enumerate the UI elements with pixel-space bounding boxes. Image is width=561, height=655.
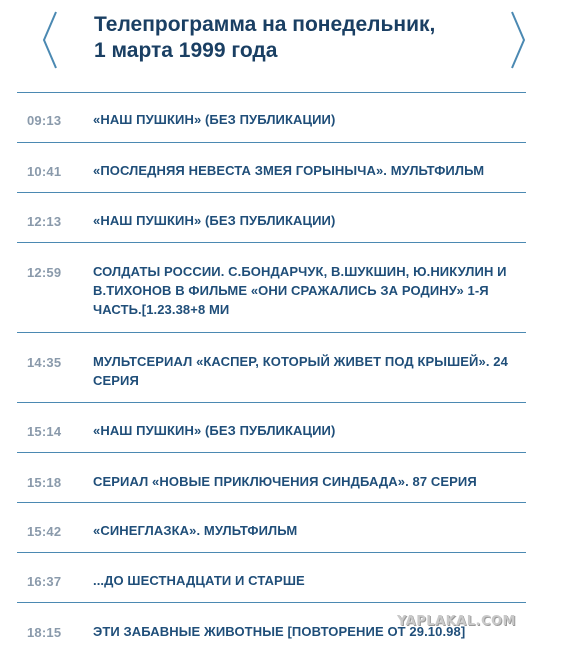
program-time: 10:41	[27, 164, 62, 179]
program-title-link[interactable]: «ПОСЛЕДНЯЯ НЕВЕСТА ЗМЕЯ ГОРЫНЫЧА». МУЛЬТФИЛЬМ	[93, 163, 485, 178]
program-time: 18:15	[27, 625, 62, 640]
schedule-list	[17, 92, 526, 655]
prev-day-button[interactable]	[40, 10, 60, 70]
program-title-link[interactable]: ...ДО ШЕСТНАДЦАТИ И СТАРШЕ	[93, 573, 305, 588]
schedule-row	[17, 503, 526, 553]
schedule-row	[17, 453, 526, 503]
program-time: 15:14	[27, 424, 62, 439]
program-title-link[interactable]: «СИНЕГЛАЗКА». МУЛЬТФИЛЬМ	[93, 523, 298, 538]
program-title-link[interactable]: «НАШ ПУШКИН» (БЕЗ ПУБЛИКАЦИИ)	[93, 112, 336, 127]
program-title-link[interactable]: ЭТИ ЗАБАВНЫЕ ЖИВОТНЫЕ [ПОВТОРЕНИЕ ОТ 29.10.98]	[93, 624, 466, 639]
program-time: 15:18	[27, 475, 62, 490]
page-title-line1: Телепрограмма на понедельник,	[94, 13, 436, 36]
program-title-link[interactable]: «НАШ ПУШКИН» (БЕЗ ПУБЛИКАЦИИ)	[93, 213, 336, 228]
schedule-row	[17, 93, 526, 143]
page-header	[0, 0, 561, 92]
schedule-row	[17, 243, 526, 333]
page-title	[94, 12, 494, 64]
schedule-row	[17, 403, 526, 453]
watermark: YAPLAKAL.COM	[397, 614, 516, 629]
program-title-link[interactable]: «НАШ ПУШКИН» (БЕЗ ПУБЛИКАЦИИ)	[93, 423, 336, 438]
program-time: 16:37	[27, 574, 62, 589]
program-time: 12:13	[27, 214, 62, 229]
program-time: 14:35	[27, 355, 62, 370]
chevron-left-icon	[40, 10, 60, 70]
program-time: 12:59	[27, 265, 62, 280]
schedule-row	[17, 143, 526, 193]
program-time: 15:42	[27, 524, 62, 539]
program-title-link[interactable]: МУЛЬТСЕРИАЛ «КАСПЕР, КОТОРЫЙ ЖИВЕТ ПОД КРЫШЕЙ». 24 СЕРИЯ	[93, 354, 508, 388]
chevron-right-icon	[508, 10, 528, 70]
schedule-row	[17, 603, 526, 655]
schedule-row	[17, 193, 526, 243]
program-title-link[interactable]: СОЛДАТЫ РОССИИ. С.БОНДАРЧУК, В.ШУКШИН, Ю.НИКУЛИН И В.ТИХОНОВ В ФИЛЬМЕ «ОНИ СРАЖАЛИСЬ ЗА РОДИНУ» 1-Я ЧАСТЬ.[1.23.38+8 МИ	[93, 264, 507, 317]
schedule-row	[17, 333, 526, 403]
program-time: 09:13	[27, 113, 62, 128]
schedule-row	[17, 553, 526, 603]
program-title-link[interactable]: СЕРИАЛ «НОВЫЕ ПРИКЛЮЧЕНИЯ СИНДБАДА». 87 СЕРИЯ	[93, 474, 477, 489]
next-day-button[interactable]	[508, 10, 528, 70]
page-title-line2: 1 марта 1999 года	[94, 39, 278, 62]
